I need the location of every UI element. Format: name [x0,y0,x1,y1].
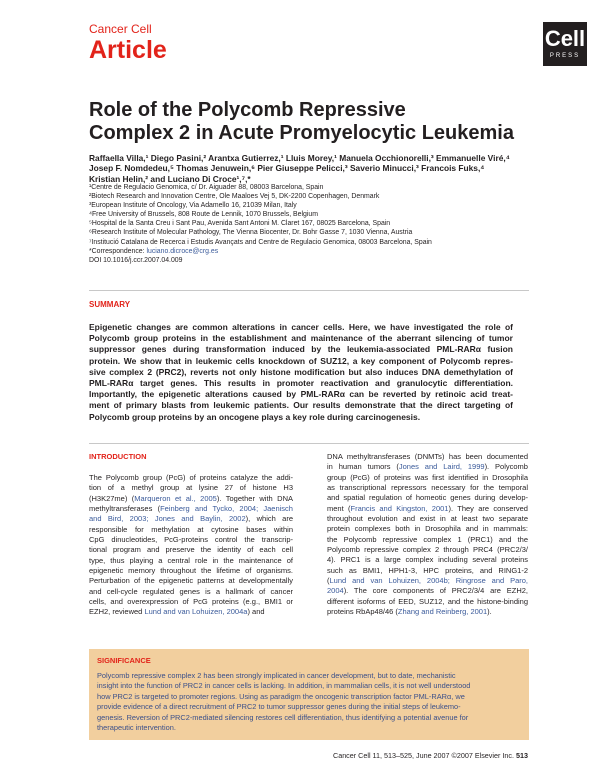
body-text: ). Polycomb [484,462,528,472]
affiliation-list [89,183,432,265]
citation-link[interactable]: Jones and Laird, 1999 [398,462,485,472]
body-text-line [327,524,528,534]
significance-text [97,671,521,733]
summary-line: protein. We show that in leukemic cells knockdown of SUZ12, a key component of Polycomb repres- [89,355,513,366]
body-text-line [327,493,528,503]
body-text-line [327,483,528,493]
page-number: 513 [515,751,528,760]
body-text: throughout evolution and exist in at least two separate [327,514,528,524]
body-text: tional program and preserve the identity of each cell [89,545,293,555]
affiliation-line: ²Biotech Research and Innovation Centre, Ole Maaloes Vej 5, DK-2200 Copenhagen, Denmark [89,193,380,201]
body-text-line [327,535,528,545]
journal-name: Cancer Cell [89,22,152,36]
footer-citation: Cancer Cell 11, 513–525, June 2007 ©2007 Elsevier Inc. [333,751,514,760]
body-text-line [327,586,528,596]
body-text-line [89,535,293,545]
body-text: and cell-cycle regulated genes is a hallmark of cancer [89,586,293,596]
article-title [89,99,569,145]
body-text-line [327,555,528,565]
body-text: in human tumors ( [327,462,399,472]
body-text-line [89,483,293,493]
body-text-line [327,514,528,524]
body-text: group (PcG) of proteins was first identified in Drosophila [327,472,528,482]
body-text-line [89,597,293,607]
affiliation-line: ¹Centre de Regulacio Genomica, c/ Dr. Aiguader 88, 08003 Barcelona, Spain [89,184,324,191]
cell-press-logo [543,22,587,66]
body-text: CpG dinucleotides, PcG-proteins control the transcrip- [89,535,293,545]
body-text-line [327,566,528,576]
summary-paragraph [89,322,513,423]
significance-line: Polycomb repressive complex 2 has been strongly implicated in cancer development, but to date, mechanistic [97,671,456,680]
citation-link[interactable]: Francis and Kingston, 2001 [350,503,449,513]
body-text-line [89,607,293,617]
author-line: Josep F. Nomdedeu,⁵ Thomas Jenuwein,⁶ Pier Giuseppe Pelicci,³ Saverio Minucci,³ Francois Fuks,⁴ [89,163,485,174]
body-text: ), which are [245,514,293,524]
body-text: as transcriptional repressors necessary for the temporal [327,483,528,493]
citation-link[interactable]: Feinberg and Tycko, 2004; Jaenisch [160,504,293,514]
significance-line: therapeutic intervention. [97,723,176,733]
summary-line: Polycomb group proteins in the establishment and maintenance of the aberrant silencing of tumor [89,333,513,344]
significance-line: provide evidence of a direct recruitment of PRC2 to tumor suppressor genes during the initial steps of leukemo- [97,702,461,712]
body-text: proteins RbAp48/46 ( [327,607,398,617]
citation-link[interactable]: 2004 [327,586,344,596]
body-text: (H3K27me) ( [89,493,135,503]
summary-line: Epigenetic changes are common alterations in cancer cells. Here, we have investigated the role of [89,322,513,332]
affiliation-line: ⁴Free University of Brussels, 808 Route de Lennik, 1070 Brussels, Belgium [89,211,318,219]
body-text: such as BMI1, HPH1-3, HPC proteins, and RING1-2 [327,565,528,575]
body-text-line [327,576,528,586]
section-divider [89,290,529,291]
citation-link[interactable]: Lund and van Lohuizen, 2004b; Ringrose and Paro, [329,576,528,586]
body-text-line [89,494,293,504]
introduction-heading: INTRODUCTION [89,452,147,461]
correspondence-email-link[interactable]: luciano.dicroce@crg.es [146,247,219,255]
significance-heading: SIGNIFICANCE [97,656,151,665]
body-text-line [327,473,528,483]
significance-line: genesis. Reversion of PRC2-mediated silencing restores cell differentiation, thus identifying a potential avenue for [97,712,469,722]
affiliation-line: ⁷Institució Catalana de Recerca i Estudis Avançats and Centre de Regulacio Genomica, 08003 Barcelona, Spain [89,238,432,246]
body-text: ( [327,576,330,586]
logo-sub-text: PRESS [549,53,581,59]
body-text: The Polycomb group (PcG) of proteins catalyze the addi- [89,473,293,482]
citation-link[interactable]: Lund and van Lohuizen, 2004a [144,607,248,617]
summary-line: Importantly, the epigenetic alterations caused by PML-RARα can be reverted by retinoic acid treat- [89,389,513,400]
body-text: ). They are conserved [448,503,528,513]
body-text-line [89,473,293,483]
body-text: tion of a methyl group at lysine 27 of histone H3 [89,483,293,493]
body-text: ) and [247,607,265,617]
body-text: EZH2, reviewed [89,607,145,617]
citation-link[interactable]: Zhang and Reinberg, 2001 [397,607,488,617]
title-line: Complex 2 in Acute Promyelocytic Leukemia [89,122,514,144]
body-text-line [89,587,293,597]
section-divider [89,443,529,444]
body-text: 4). PRC1 is a large complex including several proteins [327,555,528,565]
body-column-left [89,473,293,618]
title-line: Role of the Polycomb Repressive [89,99,406,121]
article-type-label: Article [89,36,167,64]
author-list [89,153,559,184]
summary-line: sive complex 2 (PRC2), reverts not only histone modification but also induces DNA demethylation of [89,366,513,377]
body-text-line [89,545,293,555]
body-text-line [327,597,528,607]
body-text-line [89,504,293,514]
summary-heading: SUMMARY [89,300,131,309]
citation-link[interactable]: Marqueron et al., 2005 [134,493,217,503]
body-text: ). The core components of PRC2/3/4 are EZH2, [343,586,528,596]
body-text: cells, and overexpression of PcG proteins (e.g., BMI1 or [89,597,293,607]
body-text: type, thus playing a central role in the maintenance of [89,555,293,565]
page-footer [333,751,541,760]
body-text: Perturbation of the epigenetic patterns at developmentally [89,576,293,586]
body-text-line [89,576,293,586]
significance-line: how PRC2 is targeted to promoter regions. Using as paradigm the oncogenic transcription factor PML-RARα, we [97,691,465,701]
body-text: ). [487,607,492,617]
correspondence-line [89,247,432,256]
citation-link[interactable]: and Bird, 2003; Jones and Baylin, 2002 [89,514,246,524]
body-text: the Polycomb repressive complex 1 (PRC1) and the [327,534,528,544]
body-text: and spatial regulation of homeotic genes during develop- [327,493,528,503]
body-column-right [327,452,528,618]
body-text: protein complexes both in Drosophila and in mammals: [327,524,528,534]
body-text: epigenetic memory throughout the lifetime of organisms. [89,566,293,576]
body-text-line [327,607,528,617]
body-text-line [327,462,528,472]
body-text: different isoforms of EED, SUZ12, and the histone-binding [327,596,528,606]
body-text: responsible for methylation at cytosine bases within [89,524,293,534]
body-text-line [327,504,528,514]
summary-line: Polycomb group proteins by an oncogene plays a key role during carcinogenesis. [89,411,421,422]
body-text: ). Together with DNA [216,493,294,503]
body-text-line [327,452,528,462]
author-line: Raffaella Villa,¹ Diego Pasini,² Arantxa Gutierrez,¹ Lluis Morey,¹ Manuela Occhionorelli,³ Emmanuelle Viré,⁴ [89,153,510,163]
body-text: Polycomb repressive complex 2 through PRC4 (PRC2/3/ [327,545,528,555]
body-text-line [89,556,293,566]
significance-line: insight into the function of PRC2 in cancer cells is lacking. In addition, in mammalian cells, it is not well understood [97,681,471,691]
summary-line: suppressor genes during transformation induced by the leukemia-associated PML-RARα fusion [89,344,513,355]
summary-line: PML-RARα target genes. This results in promoter reactivation and granulocytic differentiation. [89,378,513,389]
logo-main-text: Cell [544,26,586,51]
body-text: ment ( [327,503,351,513]
body-text-line [327,545,528,555]
body-text-line [89,514,293,524]
summary-line: ment of primary blasts from leukemic patients. Our results demonstrate that the direct targeting of [89,400,513,411]
correspondence-label: *Correspondence: [89,247,147,255]
affiliation-line: ⁵Hospital de la Santa Creu i Sant Pau, Avenida Sant Antoni M. Claret 167, 08025 Barcelona, Spain [89,220,391,228]
body-text: DNA methyltransferases (DNMTs) has been documented [327,452,528,461]
body-text-line [89,566,293,576]
author-line: Kristian Helin,² and Luciano Di Croce¹,⁷,* [89,173,251,184]
affiliation-line: ⁶Research Institute of Molecular Pathology, The Vienna Biocenter, Dr. Bohr Gasse 7, 1030 Vienna, Austria [89,229,413,237]
affiliation-line: ³European Institute of Oncology, Via Adamello 16, 21039 Milan, Italy [89,202,297,210]
doi-line: DOI 10.1016/j.ccr.2007.04.009 [89,256,183,264]
body-text-line [89,525,293,535]
body-text: methyltransferases ( [89,504,161,514]
